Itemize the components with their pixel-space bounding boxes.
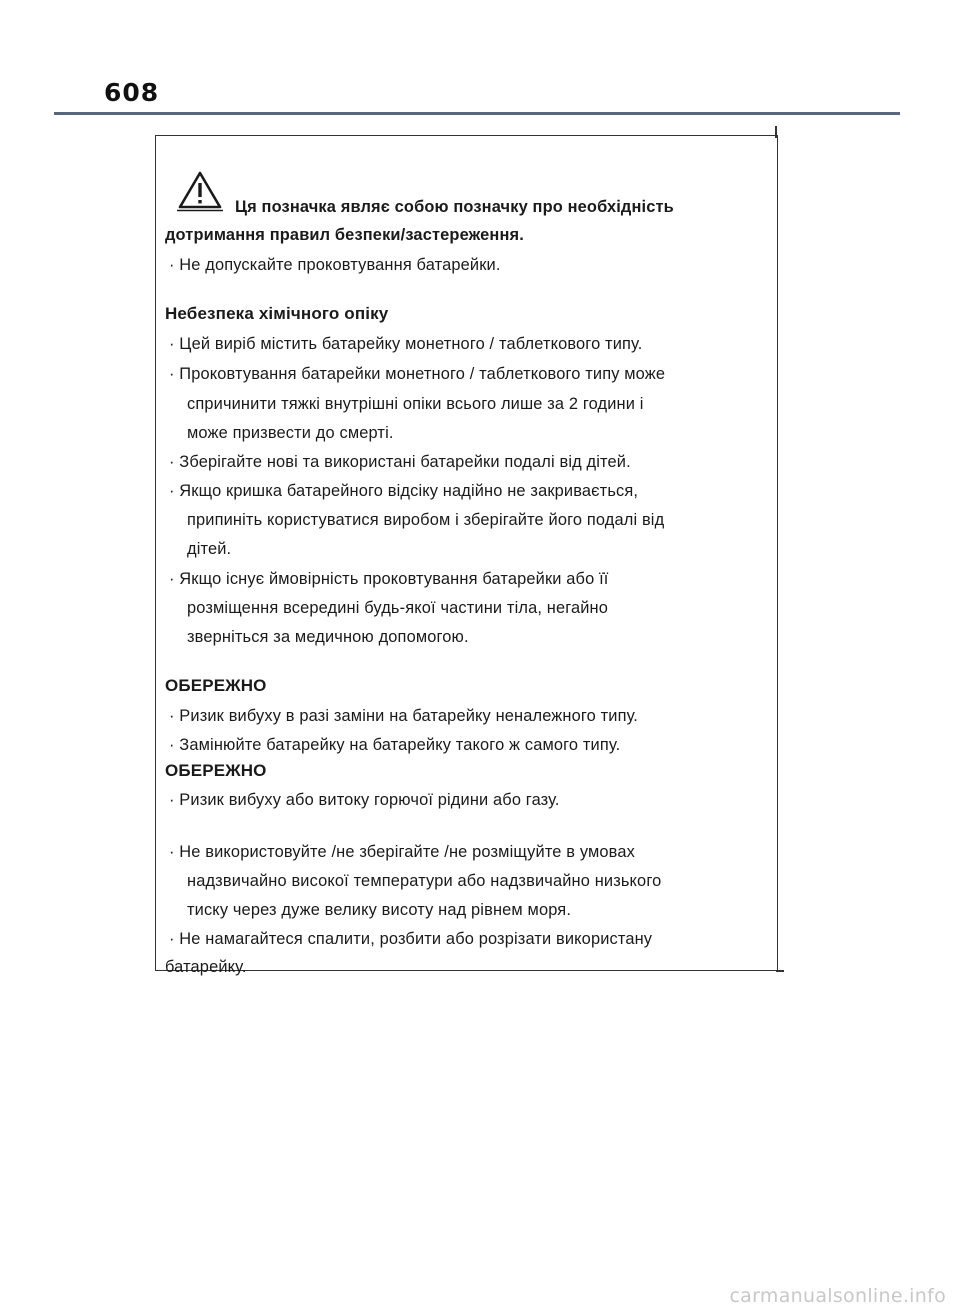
chemical-burn-line: зверніться за медичною допомогою. [187,628,469,646]
warning-intro-line-1: Ця позначка являє собою позначку про необхідність [235,198,674,216]
caution-2-line: · Ризик вибуху або витоку горючої рідини або газу. [169,791,560,809]
caution-1-line: · Замінюйте батарейку на батарейку такого ж самого типу. [169,736,621,754]
warning-intro-line-2: дотримання правил безпеки/застереження. [165,226,524,244]
chemical-burn-line: розміщення всередині будь-якої частини тіла, негайно [187,599,609,617]
page-number: 608 [104,78,160,107]
caution-heading-1: ОБЕРЕЖНО [165,676,267,695]
chemical-burn-line: · Цей виріб містить батарейку монетного / таблеткового типу. [169,335,643,353]
caution-heading-2: ОБЕРЕЖНО [165,761,267,780]
watermark-link[interactable]: carmanualsonline.info [729,1285,946,1307]
warning-triangle-icon [177,170,223,212]
chemical-burn-line: · Проковтування батарейки монетного / таблеткового типу може [169,365,666,383]
caution-2-line: надзвичайно високої температури або надзвичайно низького [187,872,662,890]
caution-2-line: батарейку. [165,958,247,976]
header-divider [54,112,900,115]
chemical-burn-heading: Небезпека хімічного опіку [165,304,389,323]
chemical-burn-line: · Зберігайте нові та використані батарейки подалі від дітей. [169,453,631,471]
chemical-burn-line: дітей. [187,540,232,558]
caution-2-line: тиску через дуже велику висоту над рівнем моря. [187,901,572,919]
chemical-burn-line: · Якщо існує ймовірність проковтування батарейки або її [169,570,609,588]
caution-2-line: · Не використовуйте /не зберігайте /не розміщуйте в умовах [169,843,635,861]
warning-item-swallow: · Не допускайте проковтування батарейки. [169,256,501,274]
chemical-burn-line: спричинити тяжкі внутрішні опіки всього лише за 2 години і [187,395,644,413]
chemical-burn-line: припиніть користуватися виробом і зберігайте його подалі від [187,511,665,529]
chemical-burn-line: може призвести до смерті. [187,424,394,442]
caution-2-line: · Не намагайтеся спалити, розбити або розрізати використану [169,930,653,948]
caution-1-line: · Ризик вибуху в разі заміни на батарейку неналежного типу. [169,707,639,725]
chemical-burn-line: · Якщо кришка батарейного відсіку надійно не закривається, [169,482,639,500]
box-corner-tail [776,970,784,972]
